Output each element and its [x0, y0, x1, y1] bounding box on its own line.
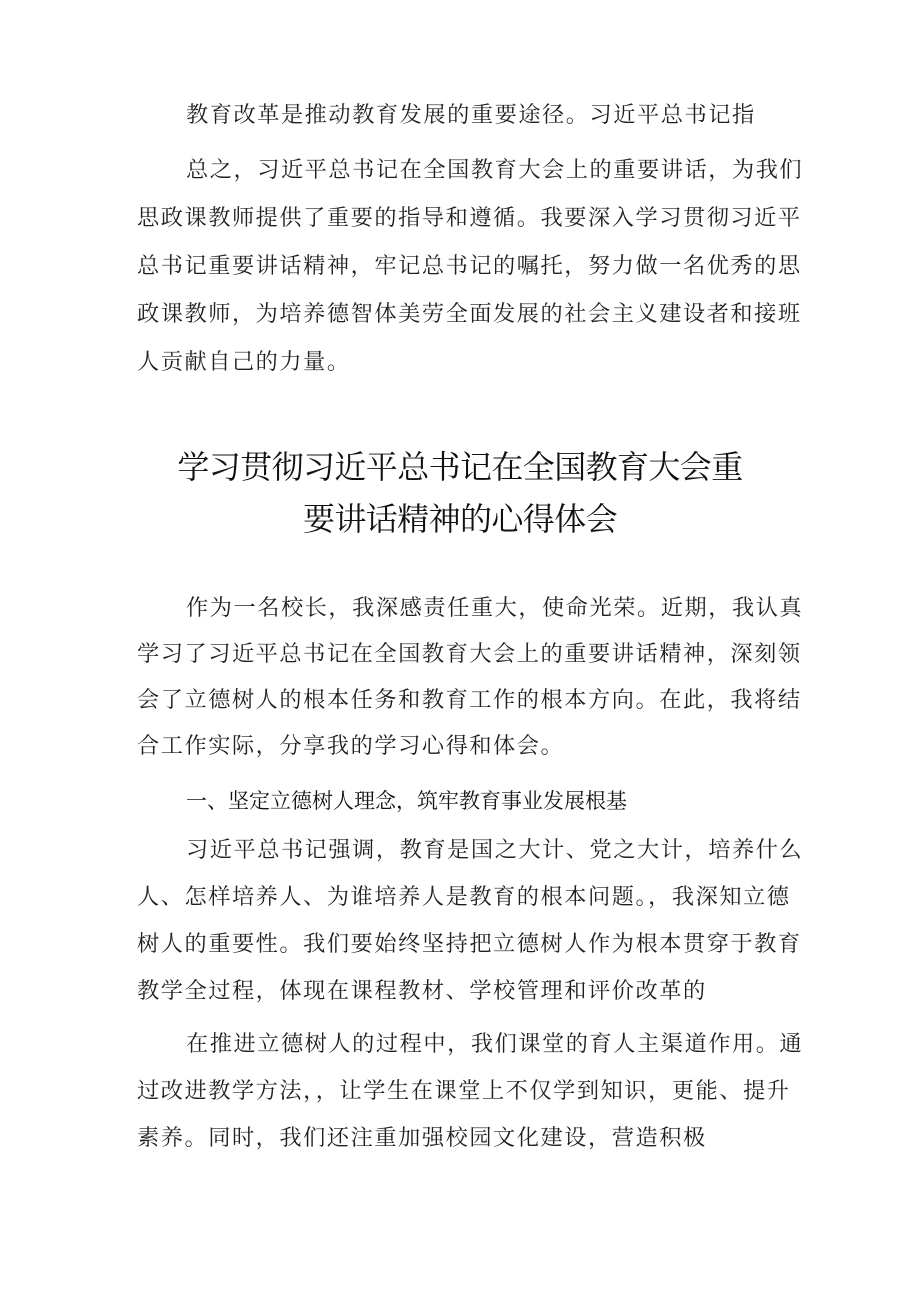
article-title-line: 要讲话精神的心得体会	[302, 500, 617, 538]
prev-paragraph-line: 总书记重要讲话精神，牢记总书记的嘱托，努力做一名优秀的思	[137, 253, 802, 279]
intro-paragraph-line: 会了立德树人的根本任务和教育工作的根本方向。在此，我将结	[137, 687, 802, 713]
body-paragraph-line: 在推进立德树人的过程中，我们课堂的育人主渠道作用。通	[186, 1031, 804, 1057]
prev-paragraph-line: 教育改革是推动教育发展的重要途径。习近平总书记指	[186, 102, 756, 128]
intro-paragraph-line: 学习了习近平总书记在全国教育大会上的重要讲话精神，深刻领	[137, 641, 802, 667]
section-heading: 一、坚定立德树人理念，筑牢教育事业发展根基	[186, 789, 627, 813]
body-paragraph-line: 教学全过程，体现在课程教材、学校管理和评价改革的	[137, 978, 707, 1004]
prev-paragraph-line: 政课教师，为培养德智体美劳全面发展的社会主义建设者和接班	[137, 301, 802, 327]
prev-paragraph-line: 思政课教师提供了重要的指导和遵循。我要深入学习贯彻习近平	[137, 205, 802, 231]
prev-paragraph-line: 总之，习近平总书记在全国教育大会上的重要讲话，为我们	[186, 157, 804, 183]
body-paragraph-line: 树人的重要性。我们要始终坚持把立德树人作为根本贯穿于教育	[137, 931, 802, 957]
body-paragraph-line: 习近平总书记强调，教育是国之大计、党之大计，培养什么	[186, 837, 804, 863]
body-paragraph-line: 人、怎样培养人、为谁培养人是教育的根本问题。，我深知立德	[137, 884, 791, 910]
body-paragraph-line: 素养。同时，我们还注重加强校园文化建设，营造积极	[137, 1125, 707, 1151]
article-title-line: 学习贯彻习近平总书记在全国教育大会重	[177, 448, 743, 486]
intro-paragraph-line: 作为一名校长，我深感责任重大，使命光荣。近期，我认真	[186, 595, 804, 621]
intro-paragraph-line: 合工作实际，分享我的学习心得和体会。	[137, 733, 565, 759]
body-paragraph-line: 过改进教学方法，，让学生在课堂上不仅学到知识，更能、提升	[137, 1078, 791, 1104]
prev-paragraph-line: 人贡献自己的力量。	[137, 349, 351, 375]
